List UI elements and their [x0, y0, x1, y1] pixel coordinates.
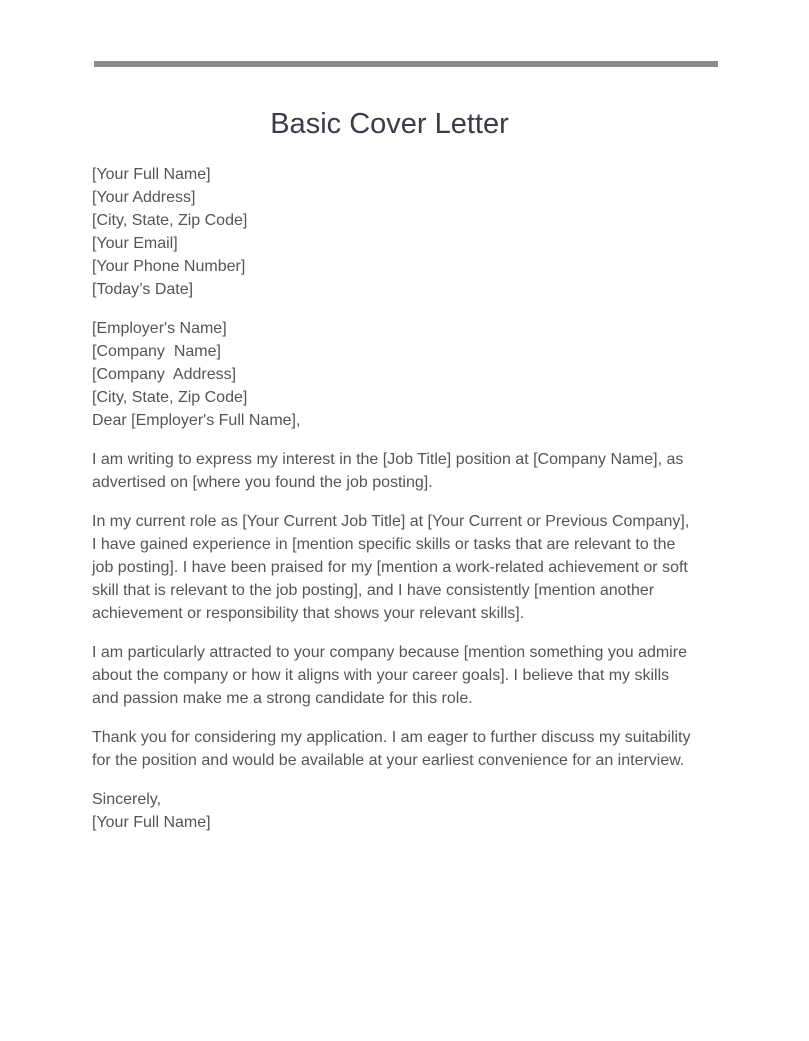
closing-block — [92, 788, 692, 834]
letter-date: [Today’s Date] — [92, 281, 194, 298]
sender-address: [Your Address] — [92, 189, 196, 206]
sender-city: [City, State, Zip Code] — [92, 212, 248, 229]
closing: Sincerely, — [92, 791, 162, 808]
salutation: Dear [Employer's Full Name], — [92, 412, 301, 429]
recipient-address: [Company Address] — [92, 366, 237, 383]
document-title: Basic Cover Letter — [270, 108, 509, 140]
recipient-company: [Company Name] — [92, 343, 221, 360]
recipient-name: [Employer's Name] — [92, 320, 227, 337]
sender-block — [92, 163, 692, 301]
top-divider — [94, 61, 718, 67]
recipient-block — [92, 317, 692, 432]
sender-email: [Your Email] — [92, 235, 178, 252]
paragraph-thanks: Thank you for considering my application. I am eager to further discuss my suitability for the position and would be available at your earliest convenience for an interview. — [92, 729, 691, 769]
letter-body — [92, 163, 692, 834]
sender-phone: [Your Phone Number] — [92, 258, 246, 275]
paragraph-motivation: I am particularly attracted to your company because [mention something you admire about the company or how it aligns with your career goals]. I believe that my skills and passion make me a strong candidate for this role. — [92, 644, 687, 707]
paragraph-intro: I am writing to express my interest in the [Job Title] position at [Company Name], as advertised on [where you found the job posting]. — [92, 451, 684, 491]
recipient-city: [City, State, Zip Code] — [92, 389, 248, 406]
signature: [Your Full Name] — [92, 814, 211, 831]
sender-name: [Your Full Name] — [92, 166, 211, 183]
paragraph-experience: In my current role as [Your Current Job Title] at [Your Current or Previous Company], I have gained experience in [mention specific skills or tasks that are relevant to the job posting]. I have been praised for my [mention a work-related achievement or soft skill that is relevant to the job posting], and I have consistently [mention another achievement or responsibility that shows your relevant skills]. — [92, 513, 690, 622]
